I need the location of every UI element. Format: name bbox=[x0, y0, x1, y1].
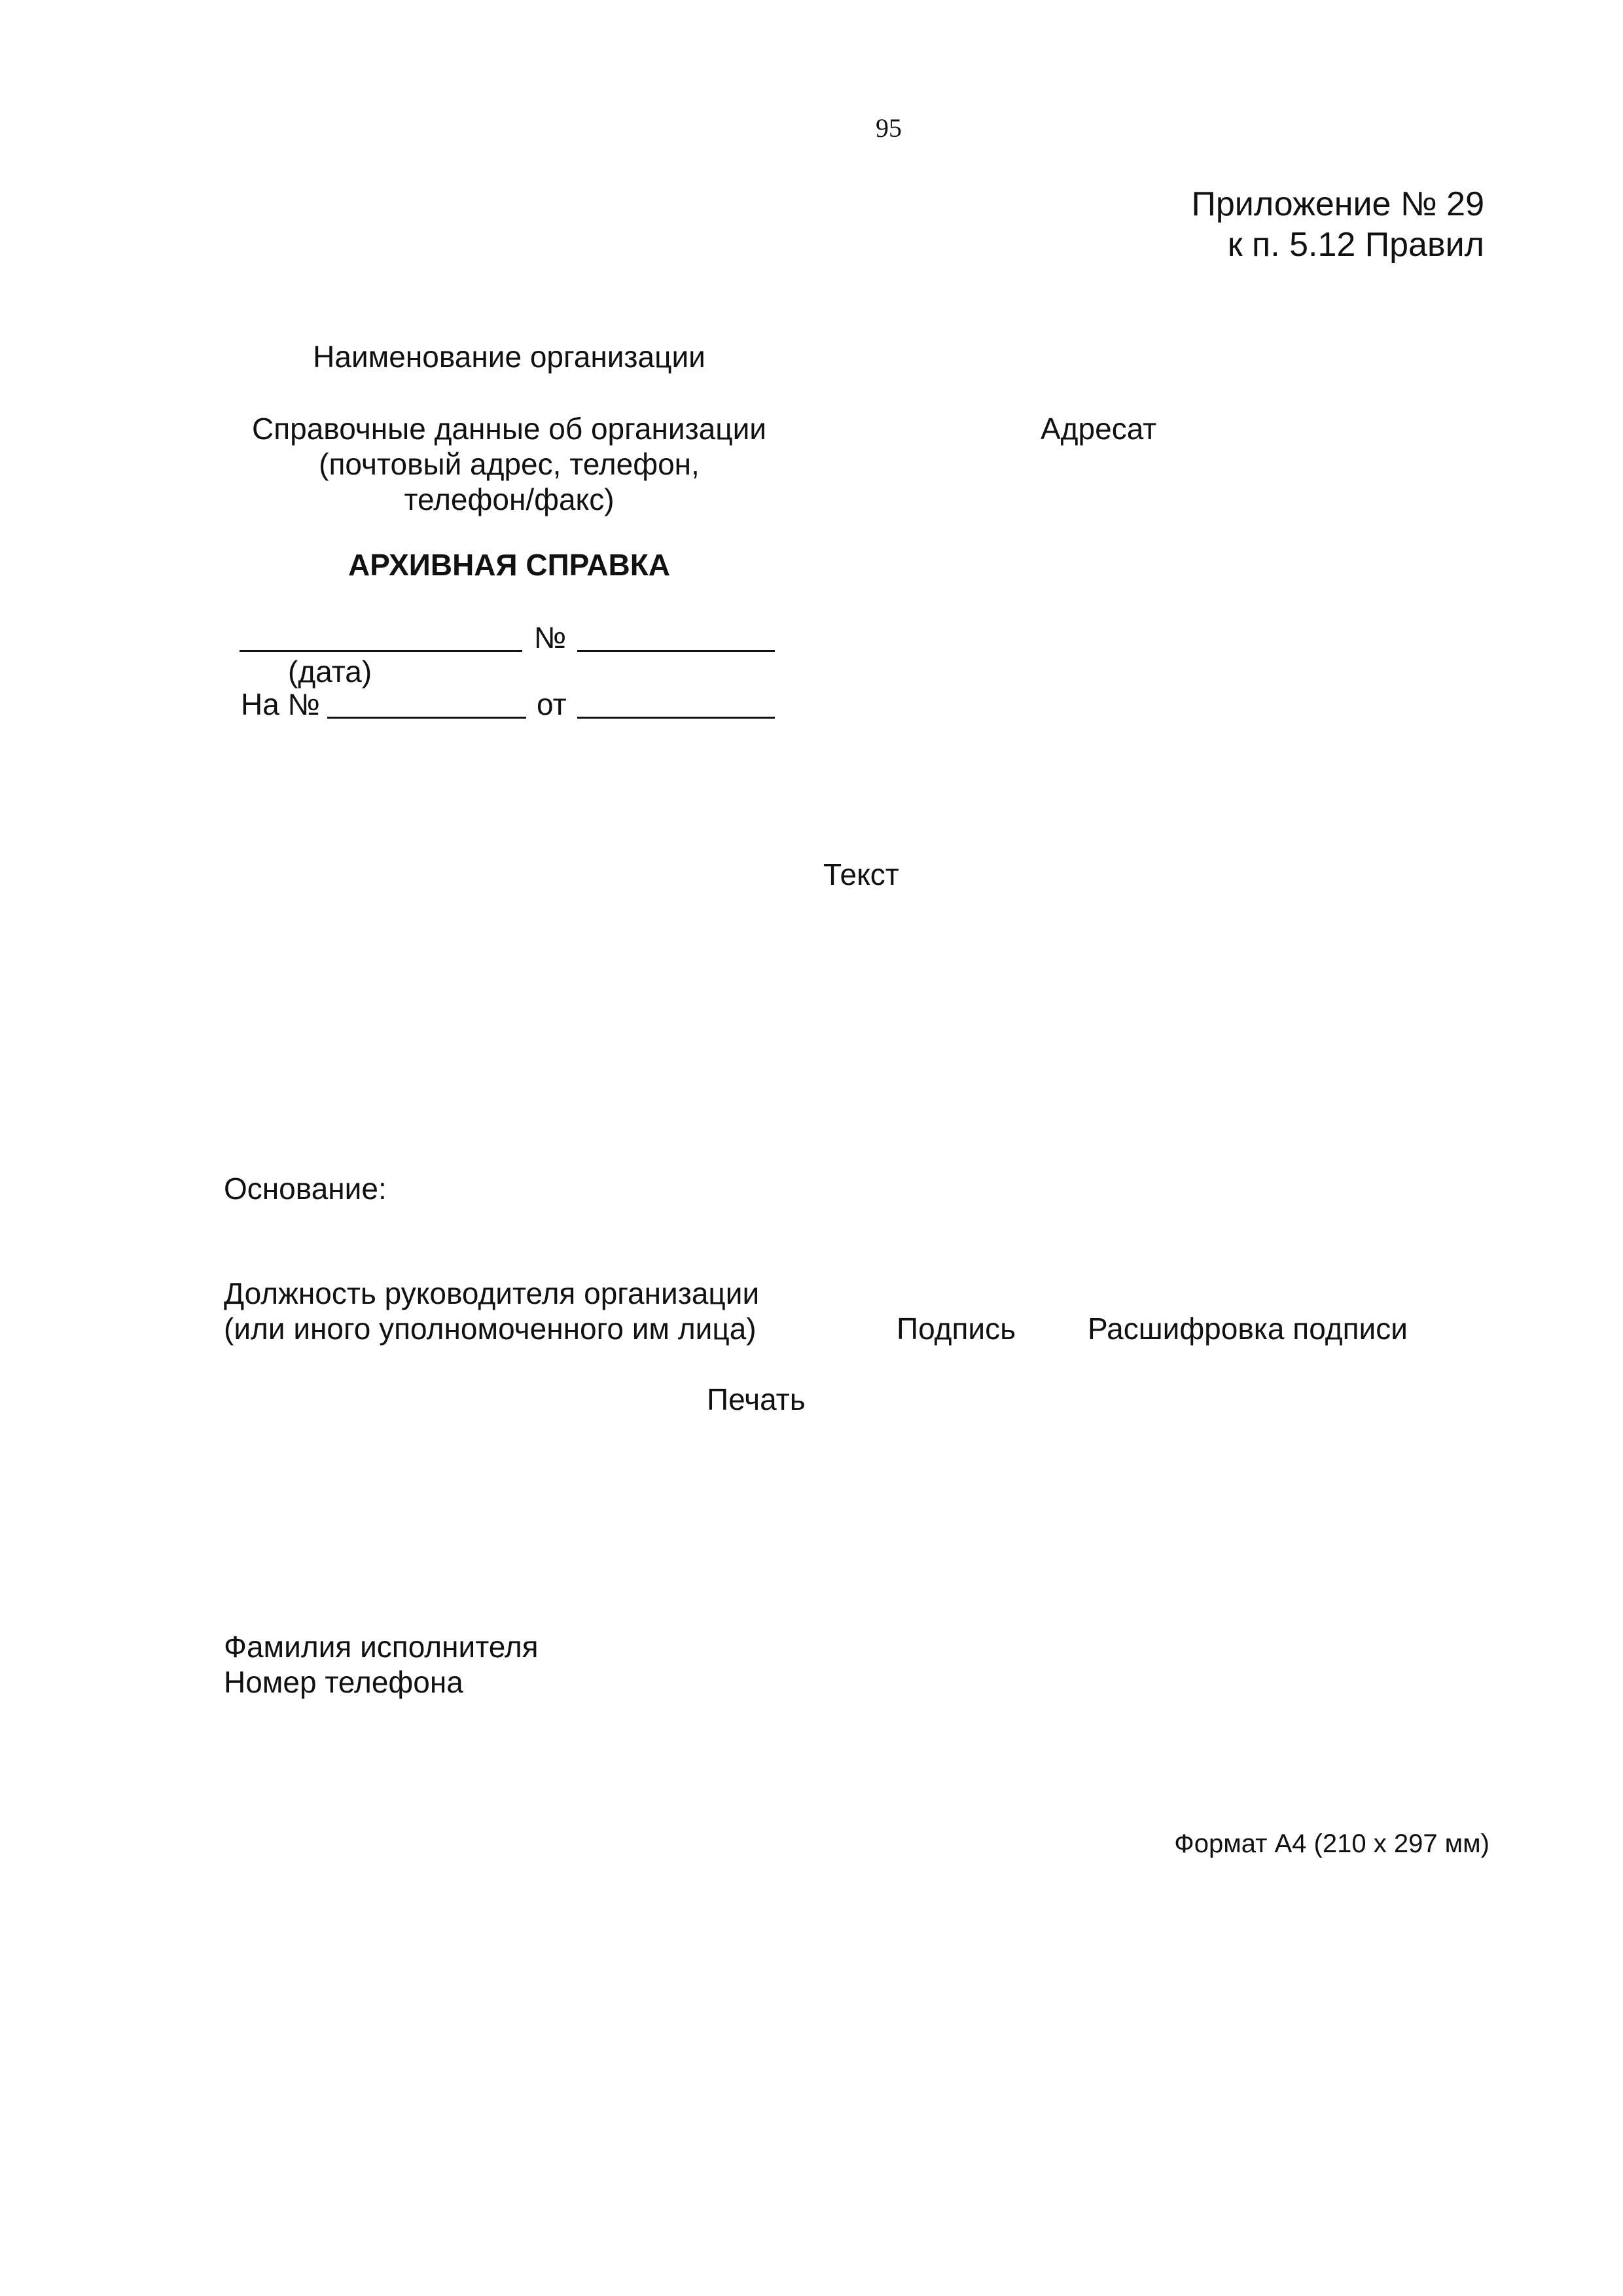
organization-info-line-3: телефон/факс) bbox=[404, 482, 615, 516]
basis-label: Основание: bbox=[224, 1172, 387, 1206]
executor-phone: Номер телефона bbox=[224, 1665, 463, 1699]
executor-name: Фамилия исполнителя bbox=[224, 1630, 539, 1664]
document-title: АРХИВНАЯ СПРАВКА bbox=[348, 548, 671, 582]
signature-label: Подпись bbox=[897, 1312, 1016, 1346]
date-blank-line bbox=[240, 650, 522, 652]
position-line-1: Должность руководителя организации bbox=[224, 1276, 760, 1310]
organization-name: Наименование организации bbox=[313, 340, 705, 374]
format-note: Формат А4 (210 х 297 мм) bbox=[1174, 1829, 1489, 1858]
reply-date-blank-line bbox=[577, 717, 775, 719]
date-hint: (дата) bbox=[288, 655, 372, 689]
signature-decryption-label: Расшифровка подписи bbox=[1088, 1312, 1408, 1346]
reply-number-blank-line bbox=[327, 717, 526, 719]
number-blank-line bbox=[577, 650, 775, 652]
reply-number-label: На № bbox=[241, 687, 320, 721]
page-number: 95 bbox=[876, 113, 902, 143]
reply-from-label: от bbox=[537, 687, 567, 721]
number-label: № bbox=[534, 620, 567, 655]
organization-info-line-1: Справочные данные об организации bbox=[252, 412, 766, 446]
seal-label: Печать bbox=[707, 1382, 806, 1416]
body-text: Текст bbox=[823, 857, 899, 891]
organization-info-line-2: (почтовый адрес, телефон, bbox=[319, 447, 700, 481]
appendix-line-2: к п. 5.12 Правил bbox=[1227, 226, 1484, 264]
addressee: Адресат bbox=[1041, 412, 1157, 446]
position-line-2: (или иного уполномоченного им лица) bbox=[224, 1312, 757, 1346]
appendix-line-1: Приложение № 29 bbox=[1191, 185, 1484, 223]
